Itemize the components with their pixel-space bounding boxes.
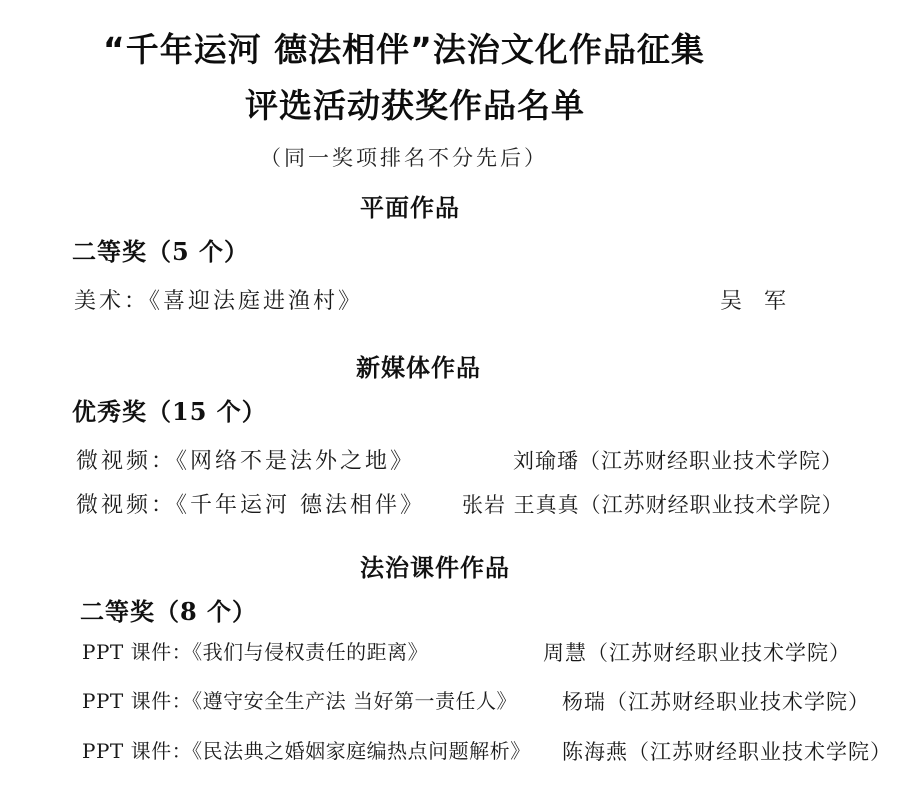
entry-work-title: PPT 课件：《民法典之婚姻家庭编热点问题解析》: [82, 739, 531, 763]
entry-author: 杨瑞（江苏财经职业技术学院）: [562, 690, 870, 714]
entry-work-title: PPT 课件：《遵守安全生产法 当好第一责任人》: [82, 689, 517, 713]
document-title-line-2: 评选活动获奖作品名单: [245, 86, 585, 125]
entry-work-title: 美术：《喜迎法庭进渔村》: [74, 289, 364, 314]
section-heading-courseware-works: 法治课件作品: [360, 554, 510, 582]
entry-author: 吴军: [720, 289, 809, 314]
entry-work-title: 微视频：《千年运河 德法相伴》: [76, 493, 425, 518]
award-level-graphic: 二等奖（5 个）: [72, 237, 250, 266]
section-heading-new-media-works: 新媒体作品: [356, 354, 481, 382]
entry-work-title: 微视频：《网络不是法外之地》: [76, 449, 416, 474]
entry-work-title: PPT 课件：《我们与侵权责任的距离》: [82, 640, 429, 664]
ranking-note: （同一奖项排名不分先后）: [260, 146, 548, 170]
entry-author: 周慧（江苏财经职业技术学院）: [543, 641, 851, 665]
section-heading-graphic-works: 平面作品: [360, 194, 460, 222]
entry-author: 张岩 王真真（江苏财经职业技术学院）: [462, 493, 844, 517]
entry-author: 刘瑜璠（江苏财经职业技术学院）: [513, 449, 843, 473]
document-title-line-1: “千年运河 德法相伴”法治文化作品征集: [103, 30, 705, 69]
award-level-new-media: 优秀奖（15 个）: [72, 397, 267, 426]
entry-author: 陈海燕（江苏财经职业技术学院）: [562, 740, 892, 764]
award-level-courseware: 二等奖（8 个）: [80, 597, 258, 626]
